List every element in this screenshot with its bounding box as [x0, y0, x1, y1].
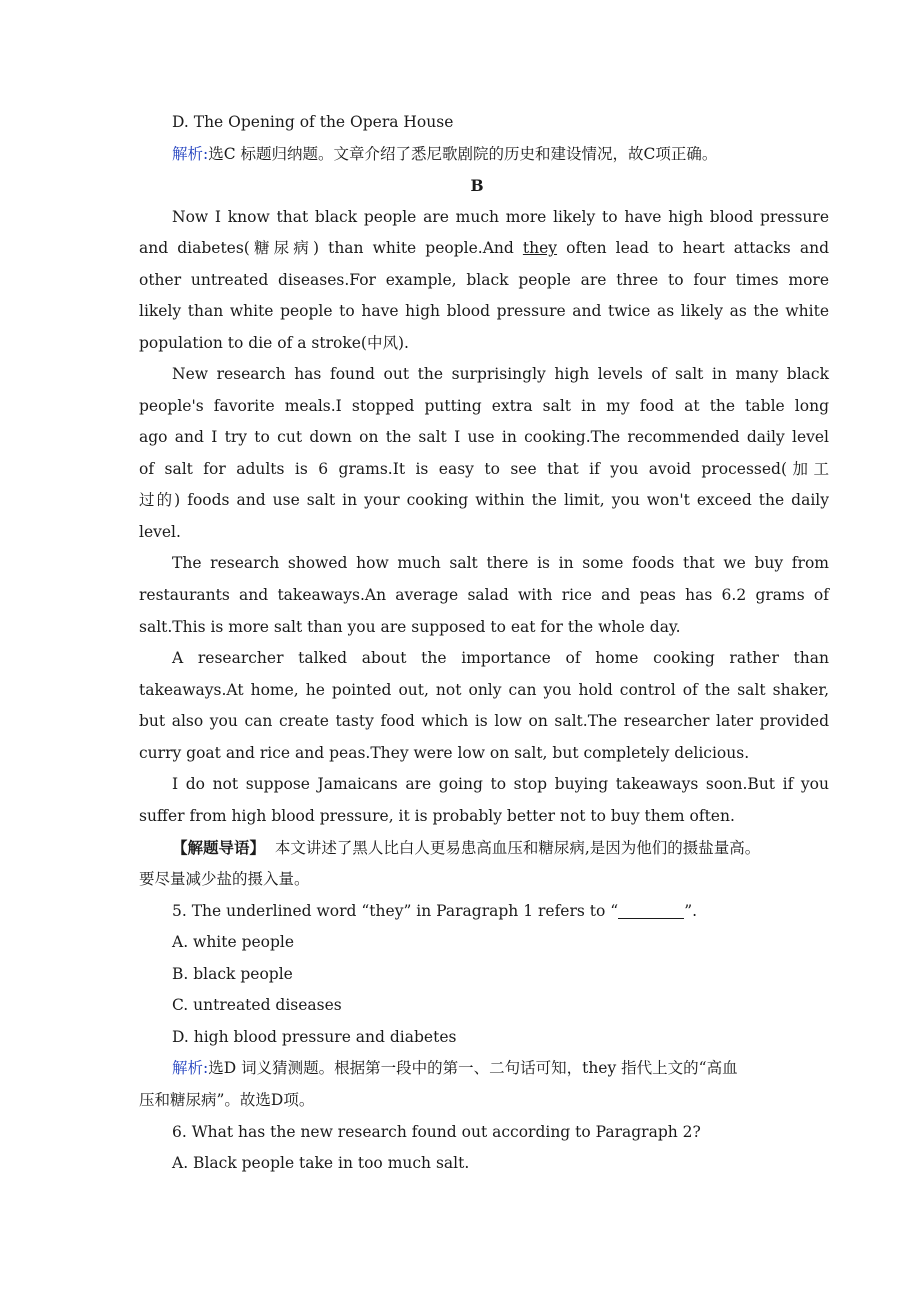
question-6-option: A. Black people take in too much salt. [172, 1154, 470, 1172]
passage-heading: B [470, 176, 484, 195]
passage-line: New research has found out the surprisingly high levels of salt in many black [172, 365, 829, 383]
passage-line: I do not suppose Jamaicans are going to stop buying takeaways soon.But if you [172, 775, 829, 793]
passage-text: and diabetes(糖尿病) than white people.And [139, 239, 523, 257]
analysis-label: 解析: [172, 1059, 209, 1077]
question-5-option: A. white people [172, 933, 295, 951]
guide-line [172, 832, 829, 863]
passage-line: 过的) foods and use salt in your cooking within the limit, you won't exceed the daily [139, 491, 829, 509]
question-5-option: D. high blood pressure and diabetes [172, 1028, 457, 1046]
guide-text: 本文讲述了黑人比白人更易患高血压和糖尿病,是因为他们的摄盐量高。 [274, 839, 761, 857]
passage-line: takeaways.At home, he pointed out, not only can you hold control of the salt shaker, [139, 681, 829, 699]
passage-line: level. [139, 523, 181, 541]
question-6-stem: 6. What has the new research found out according to Paragraph 2? [172, 1123, 701, 1141]
guide-line: 要尽量减少盐的摄入量。 [139, 870, 310, 888]
passage-line: curry goat and rice and peas.They were low on salt, but completely delicious. [139, 744, 750, 762]
passage-line: Now I know that black people are much more likely to have high blood pressure [172, 208, 829, 226]
analysis-q5-cont: 压和糖尿病”。故选D项。 [139, 1091, 315, 1109]
analysis-label: 解析: [172, 145, 209, 163]
analysis-text: 选C 标题归纳题。文章介绍了悉尼歌剧院的历史和建设情况，故C项正确。 [208, 145, 718, 163]
analysis-q5 [172, 1053, 829, 1084]
passage-line: The research showed how much salt there is in some foods that we buy from [172, 554, 829, 572]
analysis-previous [172, 139, 862, 170]
analysis-text: 选D 词义猜测题。根据第一段中的第一、二句话可知，they 指代上文的“高血 [208, 1059, 738, 1077]
answer-blank [618, 902, 684, 919]
passage-line: A researcher talked about the importance of home cooking rather than [172, 649, 829, 667]
passage-line: likely than white people to have high blood pressure and twice as likely as the white [139, 302, 829, 320]
passage-line [139, 233, 829, 264]
passage-text: often lead to heart attacks and [557, 239, 829, 257]
option-d-previous: D. The Opening of the Opera House [172, 113, 454, 131]
passage-line: of salt for adults is 6 grams.It is easy to see that if you avoid processed(加工 [139, 460, 829, 478]
passage-line: suffer from high blood pressure, it is probably better not to buy them often. [139, 807, 735, 825]
passage-line: people's favorite meals.I stopped putting extra salt in my food at the table long [139, 397, 829, 415]
passage-line: restaurants and takeaways.An average salad with rice and peas has 6.2 grams of [139, 586, 829, 604]
passage-line: other untreated diseases.For example, black people are three to four times more [139, 271, 829, 289]
underlined-word-they: they [522, 239, 558, 257]
question-5-option: C. untreated diseases [172, 996, 342, 1014]
passage-line: but also you can create tasty food which is low on salt.The researcher later provided [139, 712, 829, 730]
passage-line: salt.This is more salt than you are supposed to eat for the whole day. [139, 618, 681, 636]
passage-line: ago and I try to cut down on the salt I use in cooking.The recommended daily level [139, 428, 829, 446]
passage-line: population to die of a stroke(中风). [139, 334, 409, 352]
question-5-option: B. black people [172, 965, 293, 983]
guide-label: 【解题导语】 [172, 838, 266, 857]
question-5-stem: 5. The underlined word “they” in Paragraph 1 refers to “ ”. [172, 902, 698, 920]
